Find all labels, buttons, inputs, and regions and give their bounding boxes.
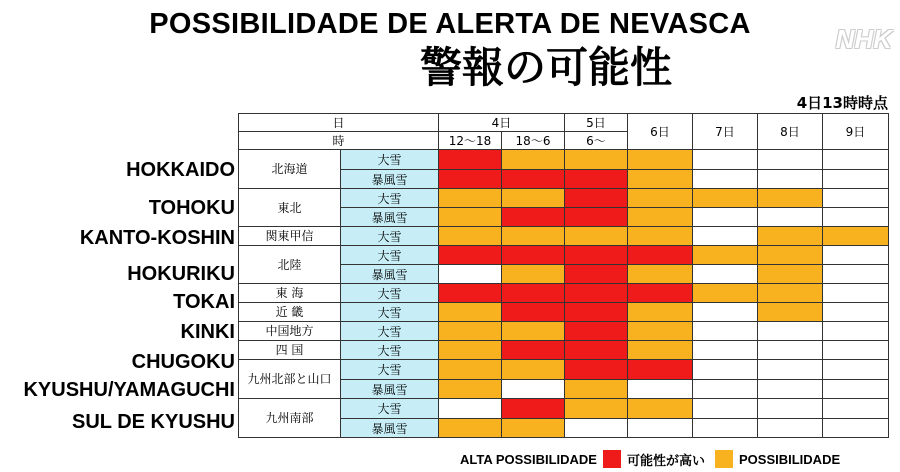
forecast-cell — [439, 265, 502, 284]
forecast-cell — [758, 189, 823, 208]
forecast-cell — [565, 189, 628, 208]
forecast-cell — [628, 189, 693, 208]
forecast-cell — [693, 227, 758, 246]
forecast-cell — [758, 150, 823, 170]
pref-cell: 四 国 — [239, 341, 341, 360]
type-cell: 大雪 — [341, 227, 439, 246]
forecast-cell — [628, 284, 693, 303]
forecast-cell — [565, 380, 628, 399]
forecast-cell — [502, 341, 565, 360]
pref-cell: 北海道 — [239, 150, 341, 189]
forecast-cell — [502, 419, 565, 438]
type-cell: 暴風雪 — [341, 380, 439, 399]
forecast-cell — [565, 360, 628, 380]
region-label-kinki: KINKI — [180, 321, 235, 343]
region-label-tohoku: TOHOKU — [148, 197, 235, 219]
day-header-5: 5日 — [565, 114, 628, 132]
forecast-cell — [758, 419, 823, 438]
forecast-cell — [502, 227, 565, 246]
type-cell: 暴風雪 — [341, 419, 439, 438]
legend-high-swatch — [603, 450, 621, 468]
forecast-cell — [628, 419, 693, 438]
time-slot-1: 12〜18 — [439, 132, 502, 150]
forecast-cell — [439, 284, 502, 303]
forecast-cell — [628, 322, 693, 341]
type-cell: 大雪 — [341, 360, 439, 380]
forecast-cell — [502, 208, 565, 227]
forecast-cell — [758, 399, 823, 419]
forecast-cell — [628, 170, 693, 189]
region-label-hokuriku: HOKURIKU — [127, 263, 235, 285]
forecast-cell — [628, 227, 693, 246]
time-slot-3: 6〜 — [565, 132, 628, 150]
forecast-cell — [758, 227, 823, 246]
legend — [460, 449, 840, 469]
type-cell: 大雪 — [341, 284, 439, 303]
region-label-kanto-koshin: KANTO-KOSHIN — [79, 227, 235, 249]
type-cell: 暴風雪 — [341, 170, 439, 189]
forecast-cell — [565, 150, 628, 170]
forecast-cell — [693, 419, 758, 438]
type-cell: 大雪 — [341, 399, 439, 419]
forecast-cell — [439, 380, 502, 399]
region-label-sul-de-kyushu: SUL DE KYUSHU — [72, 411, 235, 433]
forecast-cell — [758, 208, 823, 227]
page-title-jp: 警報の可能性 — [420, 43, 673, 92]
type-cell: 暴風雪 — [341, 208, 439, 227]
forecast-cell — [439, 189, 502, 208]
pref-cell: 関東甲信 — [239, 227, 341, 246]
forecast-cell — [628, 208, 693, 227]
page-title-en: POSSIBILIDADE DE ALERTA DE NEVASCA — [149, 8, 751, 40]
forecast-cell — [565, 341, 628, 360]
time-slot-2: 18〜6 — [502, 132, 565, 150]
type-cell: 大雪 — [341, 341, 439, 360]
forecast-cell — [628, 246, 693, 265]
pref-cell: 近 畿 — [239, 303, 341, 322]
forecast-cell — [693, 170, 758, 189]
forecast-cell — [693, 246, 758, 265]
type-cell: 大雪 — [341, 189, 439, 208]
forecast-cell — [502, 322, 565, 341]
day-header-7: 7日 — [693, 114, 758, 150]
forecast-cell — [565, 399, 628, 419]
nhk-logo: NHK — [835, 24, 892, 54]
forecast-cell — [823, 380, 889, 399]
forecast-cell — [439, 303, 502, 322]
forecast-cell — [502, 170, 565, 189]
forecast-cell — [693, 284, 758, 303]
forecast-cell — [628, 341, 693, 360]
forecast-cell — [439, 227, 502, 246]
time-header-label: 時 — [239, 132, 439, 150]
forecast-cell — [693, 341, 758, 360]
region-label-tokai: TOKAI — [173, 291, 235, 313]
forecast-cell — [758, 265, 823, 284]
forecast-cell — [502, 246, 565, 265]
forecast-cell — [439, 399, 502, 419]
pref-cell: 東北 — [239, 189, 341, 227]
forecast-cell — [823, 284, 889, 303]
forecast-cell — [439, 341, 502, 360]
forecast-cell — [693, 150, 758, 170]
forecast-cell — [439, 322, 502, 341]
region-label-hokkaido: HOKKAIDO — [126, 159, 235, 181]
forecast-cell — [502, 303, 565, 322]
day-header-6: 6日 — [628, 114, 693, 150]
forecast-cell — [693, 189, 758, 208]
forecast-cell — [758, 341, 823, 360]
forecast-cell — [693, 380, 758, 399]
forecast-cell — [565, 170, 628, 189]
forecast-cell — [565, 246, 628, 265]
forecast-cell — [823, 170, 889, 189]
forecast-cell — [439, 360, 502, 380]
forecast-cell — [565, 303, 628, 322]
forecast-cell — [758, 380, 823, 399]
forecast-cell — [439, 246, 502, 265]
forecast-cell — [693, 399, 758, 419]
forecast-cell — [439, 170, 502, 189]
pref-cell: 九州北部と山口 — [239, 360, 341, 399]
day-header-9: 9日 — [823, 114, 889, 150]
forecast-cell — [758, 303, 823, 322]
type-cell: 大雪 — [341, 303, 439, 322]
day-header-8: 8日 — [758, 114, 823, 150]
legend-possible-label-pt: POSSIBILIDADE — [739, 451, 841, 467]
forecast-cell — [823, 150, 889, 170]
type-cell: 暴風雪 — [341, 265, 439, 284]
forecast-cell — [758, 284, 823, 303]
forecast-cell — [693, 208, 758, 227]
forecast-cell — [823, 399, 889, 419]
forecast-cell — [823, 208, 889, 227]
forecast-cell — [565, 419, 628, 438]
forecast-cell — [823, 227, 889, 246]
forecast-cell — [823, 189, 889, 208]
pref-cell: 九州南部 — [239, 399, 341, 438]
forecast-cell — [628, 303, 693, 322]
type-cell: 大雪 — [341, 322, 439, 341]
pref-cell: 東 海 — [239, 284, 341, 303]
forecast-cell — [628, 150, 693, 170]
forecast-cell — [693, 360, 758, 380]
forecast-cell — [565, 284, 628, 303]
forecast-cell — [823, 360, 889, 380]
forecast-cell — [758, 360, 823, 380]
forecast-cell — [823, 341, 889, 360]
forecast-cell — [502, 189, 565, 208]
forecast-cell — [565, 208, 628, 227]
forecast-cell — [502, 265, 565, 284]
forecast-cell — [439, 208, 502, 227]
timestamp: 4日13時時点 — [796, 94, 888, 112]
forecast-cell — [758, 170, 823, 189]
forecast-cell — [502, 360, 565, 380]
region-label-chugoku: CHUGOKU — [131, 351, 235, 373]
alert-table — [238, 113, 889, 438]
forecast-cell — [823, 246, 889, 265]
legend-high-label-jp: 可能性が高い — [626, 453, 705, 469]
type-cell: 大雪 — [341, 150, 439, 170]
pref-cell: 北陸 — [239, 246, 341, 284]
forecast-cell — [693, 322, 758, 341]
forecast-cell — [565, 322, 628, 341]
forecast-cell — [823, 322, 889, 341]
forecast-cell — [823, 419, 889, 438]
forecast-cell — [502, 284, 565, 303]
forecast-cell — [758, 246, 823, 265]
forecast-cell — [439, 419, 502, 438]
legend-high-label-pt: ALTA POSSIBILIDADE — [460, 451, 597, 467]
pref-cell: 中国地方 — [239, 322, 341, 341]
forecast-cell — [502, 399, 565, 419]
forecast-cell — [628, 399, 693, 419]
forecast-cell — [502, 380, 565, 399]
forecast-cell — [693, 303, 758, 322]
type-cell: 大雪 — [341, 246, 439, 265]
forecast-cell — [823, 265, 889, 284]
day-header-4: 4日 — [439, 114, 565, 132]
forecast-cell — [823, 303, 889, 322]
day-header-label: 日 — [239, 114, 439, 132]
forecast-cell — [758, 322, 823, 341]
forecast-cell — [693, 265, 758, 284]
forecast-cell — [439, 150, 502, 170]
forecast-cell — [628, 380, 693, 399]
forecast-cell — [565, 265, 628, 284]
forecast-cell — [628, 265, 693, 284]
legend-possible-swatch — [715, 450, 733, 468]
region-label-kyushu-yamaguchi: KYUSHU/YAMAGUCHI — [23, 379, 235, 401]
forecast-cell — [502, 150, 565, 170]
forecast-cell — [565, 227, 628, 246]
forecast-cell — [628, 360, 693, 380]
